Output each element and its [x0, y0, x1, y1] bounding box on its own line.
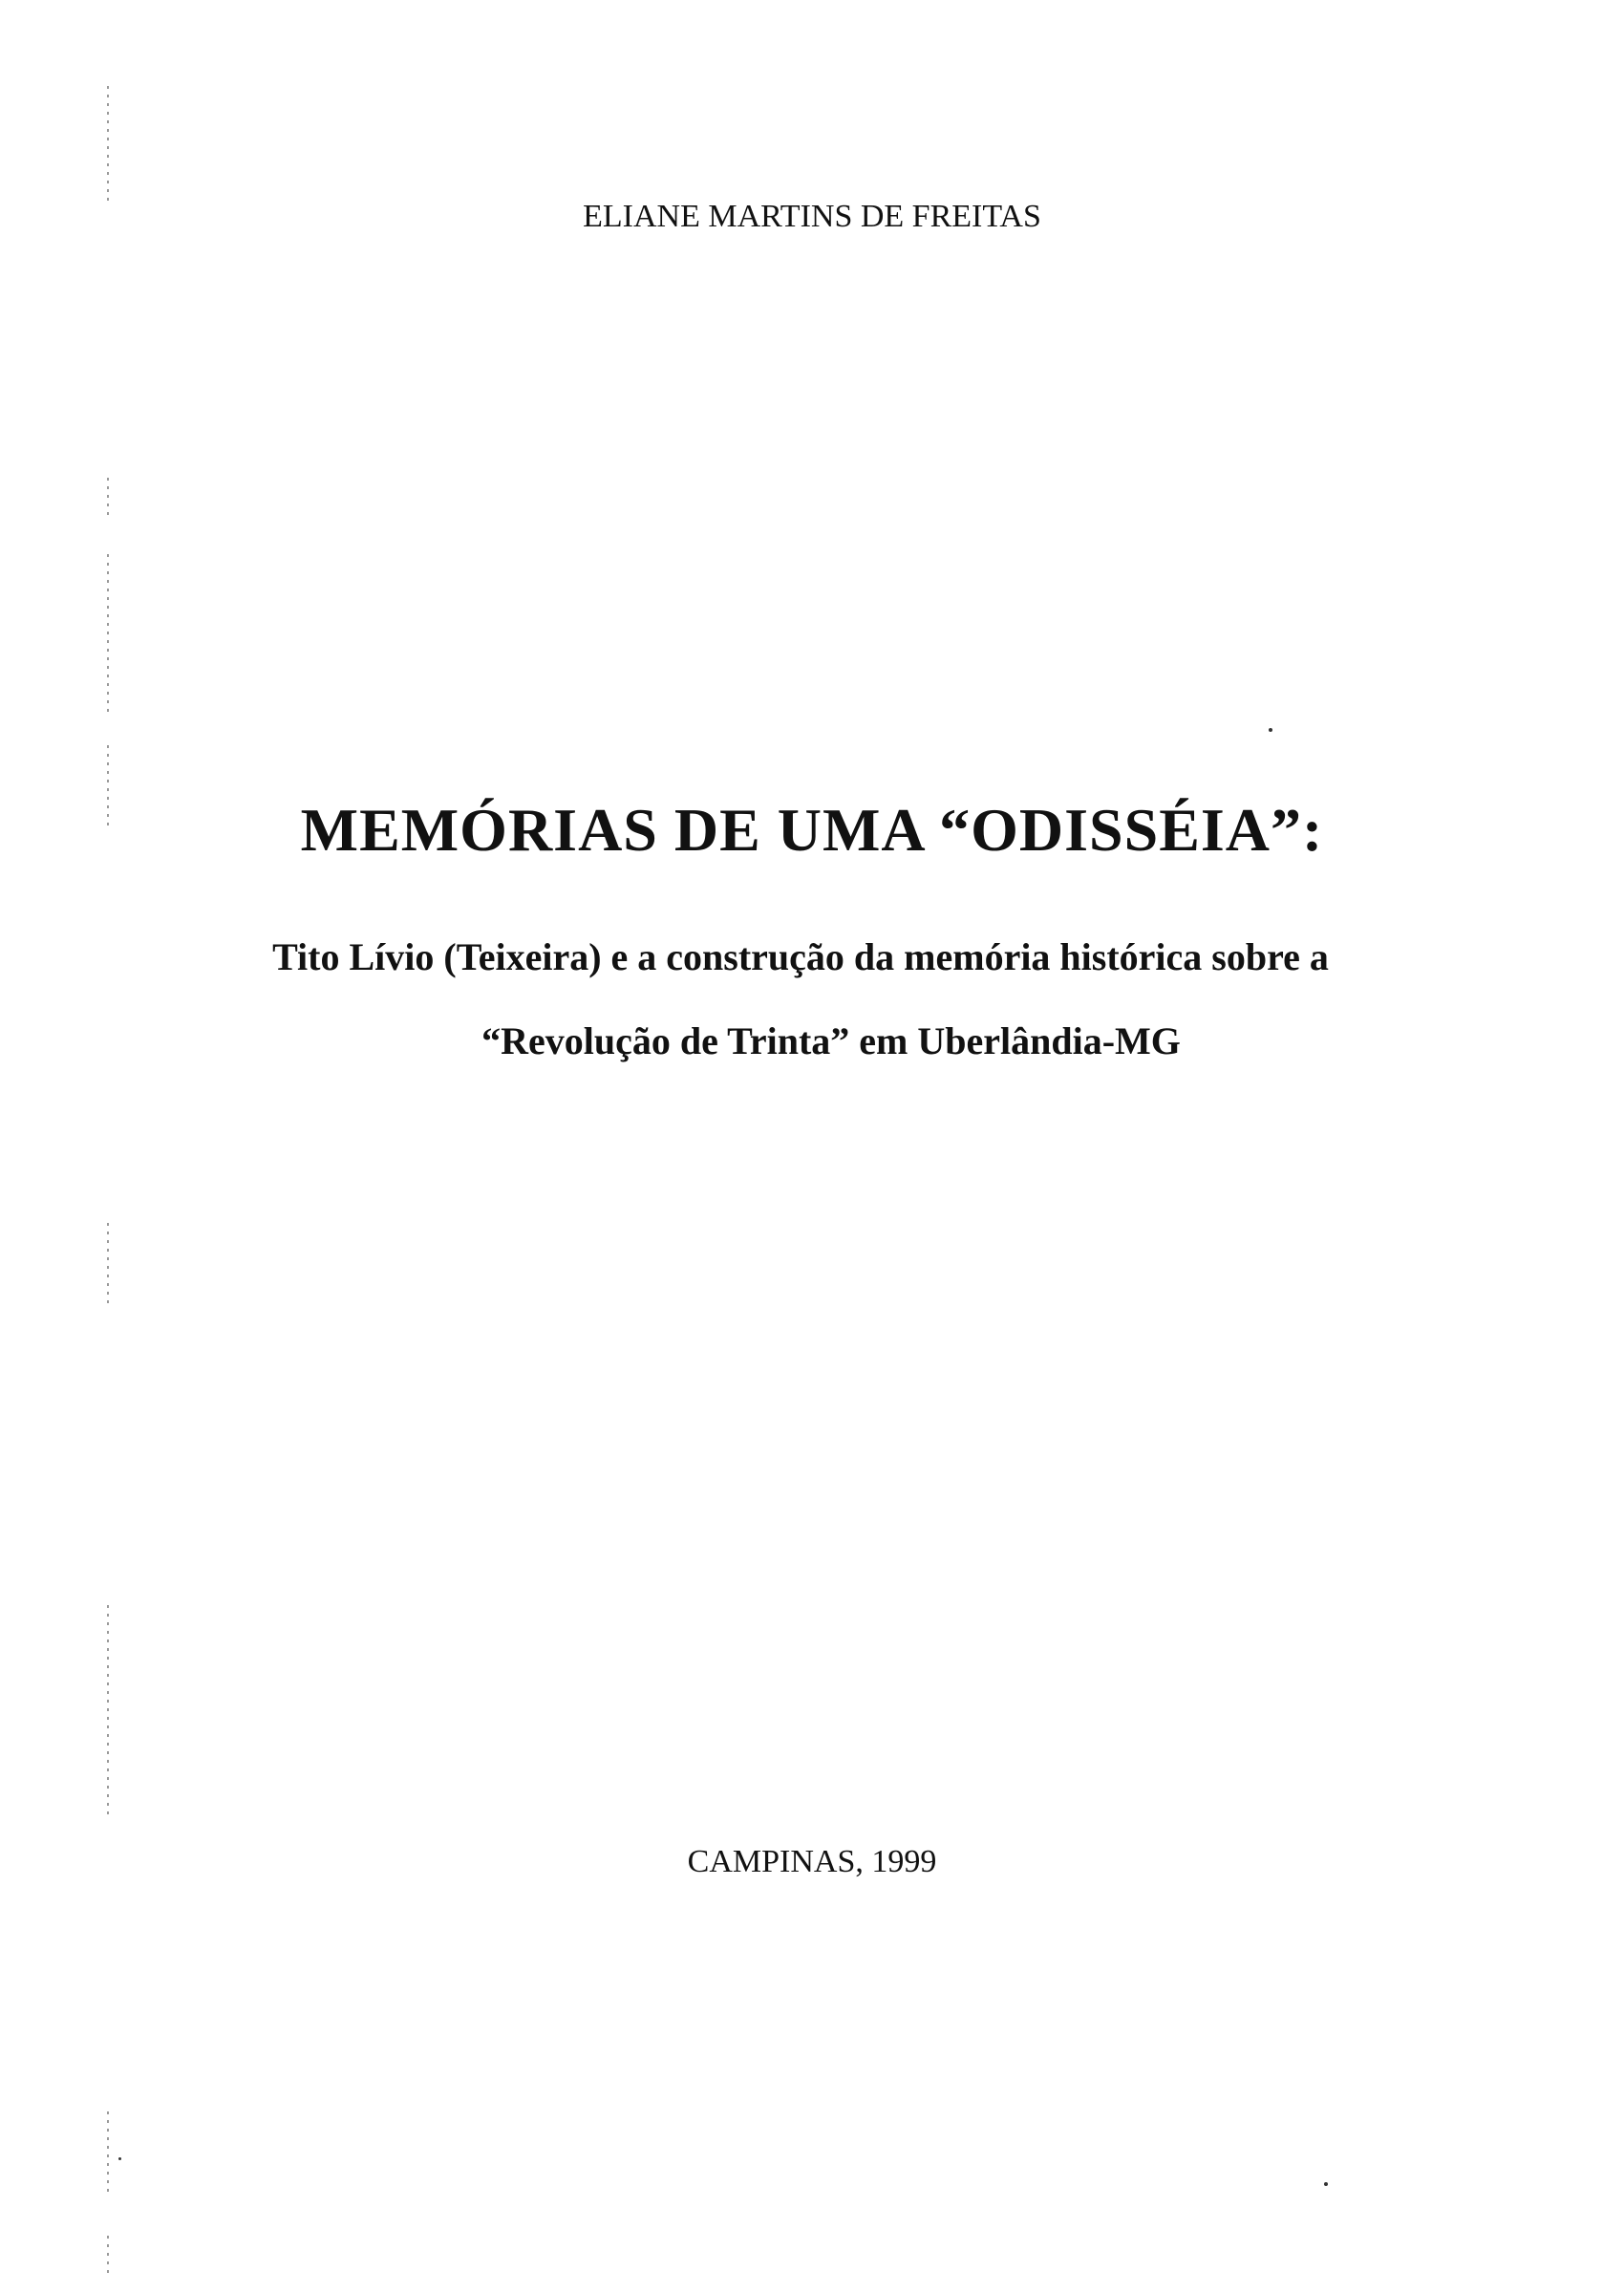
author-name: ELIANE MARTINS DE FREITAS [583, 199, 1041, 234]
subtitle-line-2: “Revolução de Trinta” em Uberlândia-MG [481, 1019, 1181, 1062]
subtitle-line-1: Tito Lívio (Teixeira) e a construção da memória histórica sobre a [272, 935, 1329, 978]
scan-edge-marks [107, 76, 111, 2274]
scan-speck [1269, 728, 1272, 732]
scan-speck [118, 2157, 121, 2160]
document-title: MEMÓRIAS DE UMA “ODISSÉIA”: [300, 796, 1324, 864]
scan-speck [1324, 2182, 1328, 2186]
place-and-year: CAMPINAS, 1999 [687, 1844, 937, 1879]
